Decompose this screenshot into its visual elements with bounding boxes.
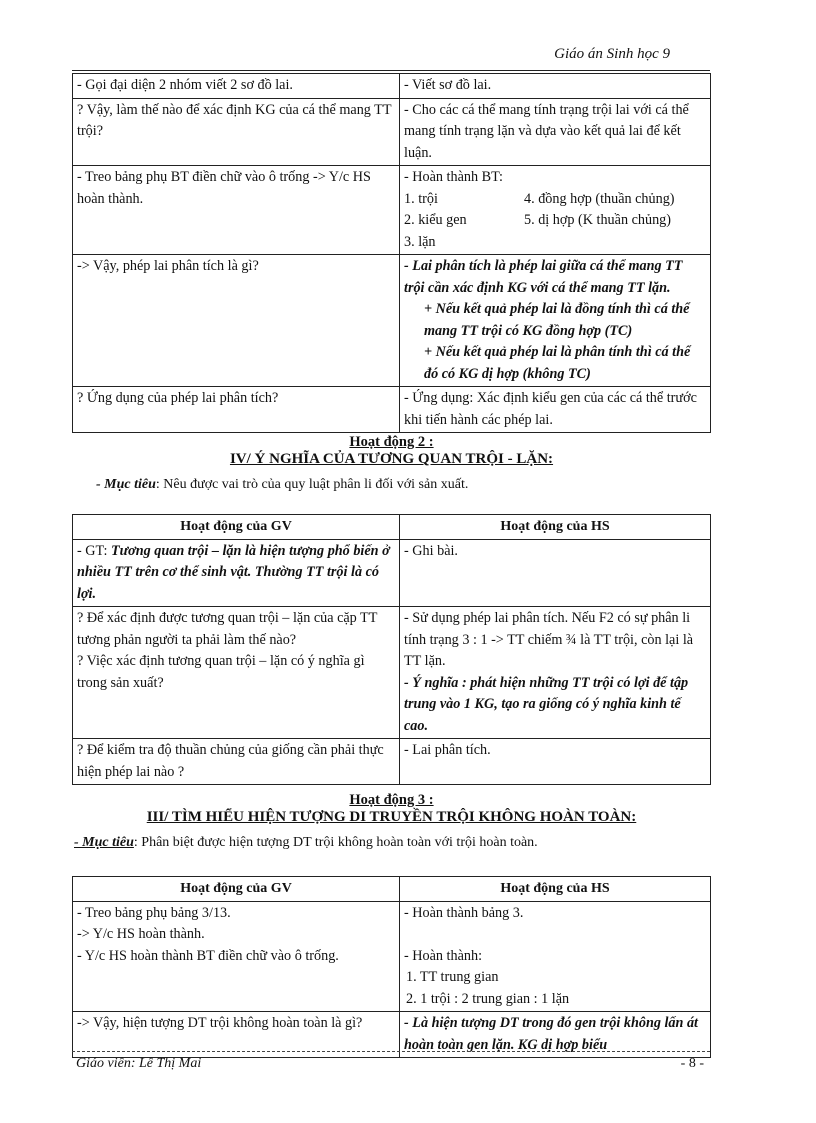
objective-text: : Phân biệt được hiện tượng DT trội không hoàn toàn với trội hoàn toàn. [133, 835, 538, 850]
hs-text: - Hoàn thành: [404, 947, 483, 964]
answer-item: 3. lặn [404, 233, 436, 250]
gv-cell [73, 607, 400, 739]
objective-label: - Mục tiêu [74, 835, 134, 850]
answer-item: 4. đồng hợp (thuần chủng) [524, 190, 675, 207]
definition-text: + Nếu kết quả phép lai là phân tính thì cá thể đó có KG dị hợp (không TC) [424, 344, 691, 382]
gv-cell [73, 901, 400, 1012]
hs-cell: - Cho các cá thể mang tính trạng trội lai với cá thể mang tính trạng lặn và dựa vào kết quả lai để kết luận. [400, 98, 711, 166]
activity-label: Hoạt động 2 : [349, 434, 434, 450]
header-divider [72, 70, 710, 71]
objective [96, 477, 468, 493]
gv-cell: - Gọi đại diện 2 nhóm viết 2 sơ đồ lai. [73, 74, 400, 99]
hs-cell [400, 255, 711, 387]
answer-item: 5. dị hợp (K thuần chủng) [524, 212, 671, 228]
table-row [73, 166, 711, 255]
gv-cell [73, 539, 400, 607]
answer-pair [404, 210, 706, 232]
table-row [73, 387, 711, 433]
section-title: IV/ Ý NGHĨA CỦA TƯƠNG QUAN TRỘI - LẶN: [229, 451, 554, 467]
table-row [73, 901, 711, 1012]
gv-cell: ? Vậy, làm thế nào để xác định KG của cá thể mang TT trội? [73, 98, 400, 166]
answer-item: 1. TT trung gian [406, 969, 499, 985]
hs-text: - Hoàn thành bảng 3. [404, 904, 524, 921]
gv-bold-text: Tương quan trội – lặn là hiện tượng phổ biến ở nhiều TT trên cơ thể sinh vật. Thường TT trội là có lợi. [77, 542, 390, 602]
hs-bold-text: - Ý nghĩa : phát hiện những TT trội có lợi để tập trung vào 1 KG, tạo ra giống có ý nghĩa kinh tế cao. [404, 674, 689, 734]
table-row [73, 255, 711, 387]
gv-cell: ? Để kiểm tra độ thuần chủng của giống cần phải thực hiện phép lai nào ? [73, 739, 400, 785]
gv-cell: ? Ứng dụng của phép lai phân tích? [73, 387, 400, 433]
column-header-hs: Hoạt động của HS [400, 515, 711, 540]
footer-divider [72, 1051, 710, 1052]
objective-text: : Nêu được vai trò của quy luật phân li đối với sản xuất. [155, 477, 469, 492]
hs-cell: - Viết sơ đồ lai. [400, 74, 711, 99]
objective [74, 835, 538, 851]
gv-text: - Y/c HS hoàn thành BT điền chữ vào ô trống. [77, 947, 339, 964]
hs-cell: - Là hiện tượng DT trong đó gen trội không lấn át hoàn toàn gen lặn. KG dị hợp biểu [400, 1012, 711, 1058]
table-row [73, 74, 711, 99]
gv-text: -> Y/c HS hoàn thành. [77, 926, 205, 942]
table-header-row [73, 877, 711, 902]
table-row [73, 98, 711, 166]
gv-text: ? Việc xác định tương quan trội – lặn có ý nghĩa gì trong sản xuất? [77, 653, 365, 691]
gv-cell: -> Vậy, hiện tượng DT trội không hoàn toàn là gì? [73, 1012, 400, 1058]
table-row [73, 607, 711, 739]
hs-text: - Sử dụng phép lai phân tích. Nếu F2 có sự phân li tính trạng 3 : 1 -> TT chiếm ¾ là TT trội, còn lại là TT lặn. [404, 610, 694, 669]
hs-cell [400, 166, 711, 255]
footer-author: Giáo viên: Lê Thị Mai [76, 1056, 202, 1071]
answer-item: 2. kiểu gen [404, 212, 467, 228]
hs-cell [400, 901, 711, 1012]
activity-table-1 [72, 73, 711, 433]
activity-table-3 [72, 876, 711, 1058]
page-number: - 8 - [680, 1056, 704, 1071]
gv-cell: - Treo bảng phụ BT điền chữ vào ô trống -> Y/c HS hoàn thành. [73, 166, 400, 255]
hs-cell: - Lai phân tích. [400, 739, 711, 785]
column-header-gv: Hoạt động của GV [73, 877, 400, 902]
section-2-heading [72, 434, 711, 468]
document-header-title: Giáo án Sinh học 9 [554, 46, 670, 62]
hs-cell: - Ghi bài. [400, 539, 711, 607]
hs-cell: - Ứng dụng: Xác định kiểu gen của các cá thể trước khi tiến hành các phép lai. [400, 387, 711, 433]
column-header-gv: Hoạt động của GV [73, 515, 400, 540]
section-3-heading [72, 792, 711, 826]
gv-text: - Treo bảng phụ bảng 3/13. [77, 904, 231, 921]
spacer [404, 924, 706, 946]
table-row [73, 739, 711, 785]
section-title: III/ TÌM HIỂU HIỆN TƯỢNG DI TRUYỀN TRỘI KHÔNG HOÀN TOÀN: [146, 809, 637, 825]
gv-text: ? Để xác định được tương quan trội – lặn của cặp TT tương phản người ta phải làm thế nào? [77, 610, 378, 648]
answer-item: 1. trội [404, 190, 438, 207]
hs-text: - Hoàn thành BT: [404, 169, 503, 185]
answer-pair [404, 189, 706, 211]
gv-cell: -> Vậy, phép lai phân tích là gì? [73, 255, 400, 387]
objective-label: - Mục tiêu [96, 477, 156, 492]
gv-prefix: - GT: [77, 542, 111, 559]
table-header-row [73, 515, 711, 540]
definition-text: + Nếu kết quả phép lai là đồng tính thì cá thể mang TT trội có KG đồng hợp (TC) [424, 301, 690, 339]
hs-cell [400, 607, 711, 739]
definition-text: - Lai phân tích là phép lai giữa cá thể mang TT trội cần xác định KG với cá thể mang TT lặn. [404, 258, 683, 296]
table-row [73, 539, 711, 607]
answer-item: 2. 1 trội : 2 trung gian : 1 lặn [406, 990, 570, 1007]
activity-table-2 [72, 514, 711, 785]
column-header-hs: Hoạt động của HS [400, 877, 711, 902]
activity-label: Hoạt động 3 : [349, 792, 434, 808]
